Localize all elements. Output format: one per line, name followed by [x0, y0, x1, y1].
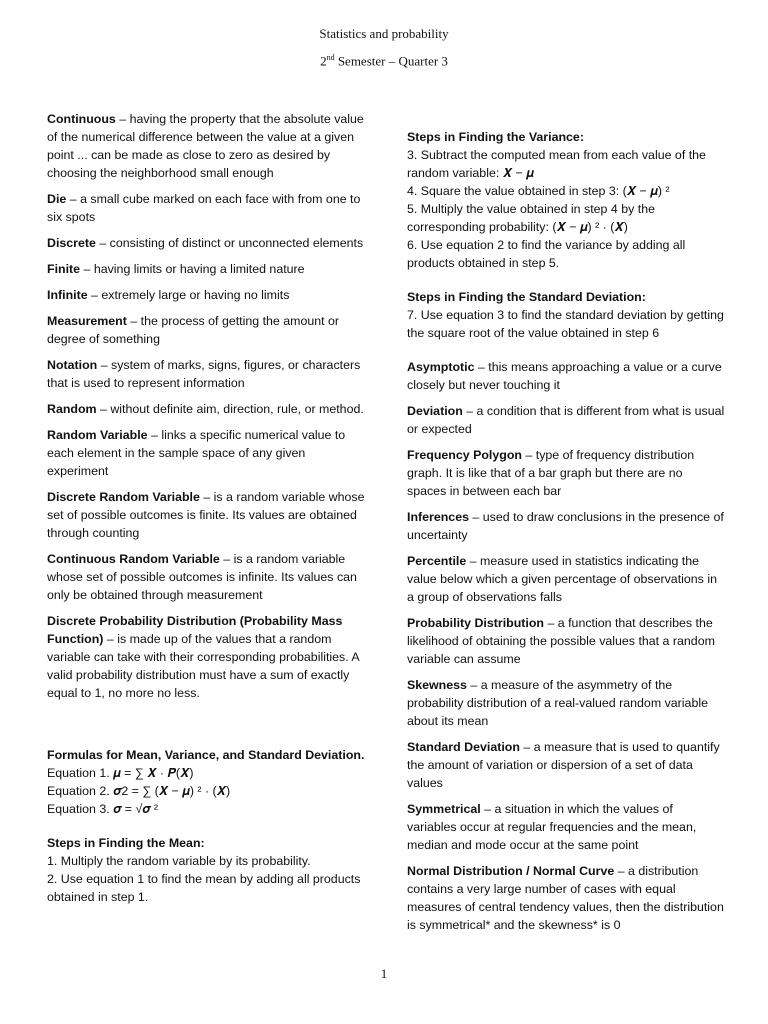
sd-steps-block — [407, 288, 725, 342]
definition: – having limits or having a limited nature — [80, 262, 305, 276]
definition: – a condition that is different from what is usual or expected — [407, 404, 725, 436]
glossary-entry — [47, 400, 365, 418]
definition: – having the property that the absolute value of the numerical difference between the value at a given point ... can be made as close to zero as desired by choosing the neighborhood small enough — [47, 112, 364, 180]
term: Random Variable — [47, 428, 148, 442]
definition: – system of marks, signs, figures, or characters that is used to represent information — [47, 358, 361, 390]
definition: – a measure of the asymmetry of the probability distribution of a real-valued random variable about its mean — [407, 678, 708, 728]
glossary-entry — [47, 426, 365, 480]
definition: – a distribution contains a very large number of cases with equal measures of central tendency values, then the distribution is symmetrical* and the skewness* is 0 — [407, 864, 724, 932]
definition: – a situation in which the values of variables occur at regular frequencies and the mean, median and mode occur at the same point — [407, 802, 697, 852]
step-line: 3. Subtract the computed mean from each value of the random variable: 𝑿 − 𝝁 — [407, 148, 706, 180]
definition: – a function that describes the likelihood of obtaining the possible values that a random variable can assume — [407, 616, 715, 666]
term: Frequency Polygon — [407, 448, 522, 462]
semester-number: 2 — [320, 53, 327, 69]
definition: – type of frequency distribution graph. It is like that of a bar graph but there are no spaces in between each bar — [407, 448, 695, 498]
term: Continuous — [47, 112, 116, 126]
glossary-entry — [407, 552, 725, 606]
mean-steps-block — [47, 834, 365, 906]
definition: – a small cube marked on each face with from one to six spots — [47, 192, 361, 224]
definition: – is made up of the values that a random variable can take with their corresponding probabilities. A valid probability distribution must have a sum of exactly equal to 1, no more no less. — [47, 632, 360, 700]
definition: – extremely large or having no limits — [87, 288, 290, 302]
glossary-entry — [47, 550, 365, 604]
document-title: Statistics and probability — [319, 26, 449, 41]
glossary-entry — [407, 614, 725, 668]
term: Finite — [47, 262, 81, 276]
glossary-entry — [407, 862, 725, 934]
variance-steps-block — [407, 128, 725, 272]
term: Infinite — [47, 288, 88, 302]
semester-text: Semester – Quarter 3 — [334, 53, 448, 69]
formula-line: Equation 3. 𝝈 = √𝝈 ² — [47, 802, 159, 816]
definition: – this means approaching a value or a curve closely but never touching it — [407, 360, 722, 392]
step-line: 7. Use equation 3 to find the standard deviation by getting the square root of the value obtained in step 6 — [407, 308, 724, 340]
term: Discrete Probability Distribution (Probability Mass Function) — [47, 614, 343, 646]
glossary-entry — [407, 446, 725, 500]
term: Percentile — [407, 554, 467, 568]
glossary-entry — [47, 234, 365, 252]
step-line: 4. Square the value obtained in step 3: (𝑿 − 𝝁) ² — [407, 184, 670, 198]
formulas-block — [47, 746, 365, 818]
term: Measurement — [47, 314, 127, 328]
definition: – links a specific numerical value to each element in the sample space of any given experiment — [47, 428, 346, 478]
term: Deviation — [407, 404, 463, 418]
definition: – is a random variable whose set of possible outcomes is finite. Its values are obtained through counting — [47, 490, 365, 540]
mean-steps-heading: Steps in Finding the Mean: — [47, 836, 205, 850]
glossary-entry — [47, 260, 365, 278]
term: Skewness — [407, 678, 467, 692]
term: Asymptotic — [407, 360, 475, 374]
glossary-entry — [407, 676, 725, 730]
step-line: 5. Multiply the value obtained in step 4 by the corresponding probability: (𝑿 − 𝝁) ² · (𝑿) — [407, 202, 655, 234]
sd-steps-heading: Steps in Finding the Standard Deviation: — [407, 290, 646, 304]
glossary-entry — [47, 312, 365, 348]
glossary-entry — [407, 402, 725, 438]
term: Probability Distribution — [407, 616, 544, 630]
variance-steps-heading: Steps in Finding the Variance: — [407, 130, 584, 144]
step-line: 2. Use equation 1 to find the mean by adding all products obtained in step 1. — [47, 872, 361, 904]
term: Discrete — [47, 236, 96, 250]
definition: – used to draw conclusions in the presence of uncertainty — [407, 510, 724, 542]
term: Inferences — [407, 510, 469, 524]
term: Standard Deviation — [407, 740, 520, 754]
glossary-entry — [407, 738, 725, 792]
glossary-entry — [47, 612, 365, 702]
term: Discrete Random Variable — [47, 490, 200, 504]
step-line: 6. Use equation 2 to find the variance by adding all products obtained in step 5. — [407, 238, 686, 270]
definition: – is a random variable whose set of possible outcomes is infinite. Its values can only be obtained through measurement — [47, 552, 357, 602]
glossary-entry — [47, 110, 365, 182]
definition: – without definite aim, direction, rule, or method. — [96, 402, 364, 416]
term: Die — [47, 192, 67, 206]
term: Continuous Random Variable — [47, 552, 220, 566]
formulas-heading: Formulas for Mean, Variance, and Standard Deviation. — [47, 748, 365, 762]
term: Symmetrical — [407, 802, 481, 816]
definition: – measure used in statistics indicating the value below which a given percentage of observations in a group of observations falls — [407, 554, 717, 604]
glossary-entry — [47, 190, 365, 226]
semester-line — [0, 53, 768, 69]
glossary-entry — [407, 358, 725, 394]
glossary-entry — [47, 286, 365, 304]
step-line: 1. Multiply the random variable by its probability. — [47, 854, 311, 868]
definition: – consisting of distinct or unconnected elements — [95, 236, 364, 250]
right-column — [407, 128, 725, 942]
definition: – the process of getting the amount or degree of something — [47, 314, 340, 346]
term: Random — [47, 402, 97, 416]
term: Notation — [47, 358, 98, 372]
formula-line: Equation 2. 𝝈2 = ∑ (𝑿 − 𝝁) ² · (𝑿) — [47, 784, 231, 798]
semester-superscript: nd — [326, 53, 335, 62]
page-number: 1 — [380, 966, 388, 981]
glossary-entry — [47, 488, 365, 542]
formula-line: Equation 1. 𝝁 = ∑ 𝑿 · 𝑷(𝑿) — [47, 766, 194, 780]
glossary-entry — [407, 508, 725, 544]
term: Normal Distribution / Normal Curve — [407, 864, 615, 878]
left-column — [47, 110, 365, 906]
glossary-entry — [47, 356, 365, 392]
glossary-entry — [407, 800, 725, 854]
definition: – a measure that is used to quantify the amount of variation or dispersion of a set of data values — [407, 740, 720, 790]
